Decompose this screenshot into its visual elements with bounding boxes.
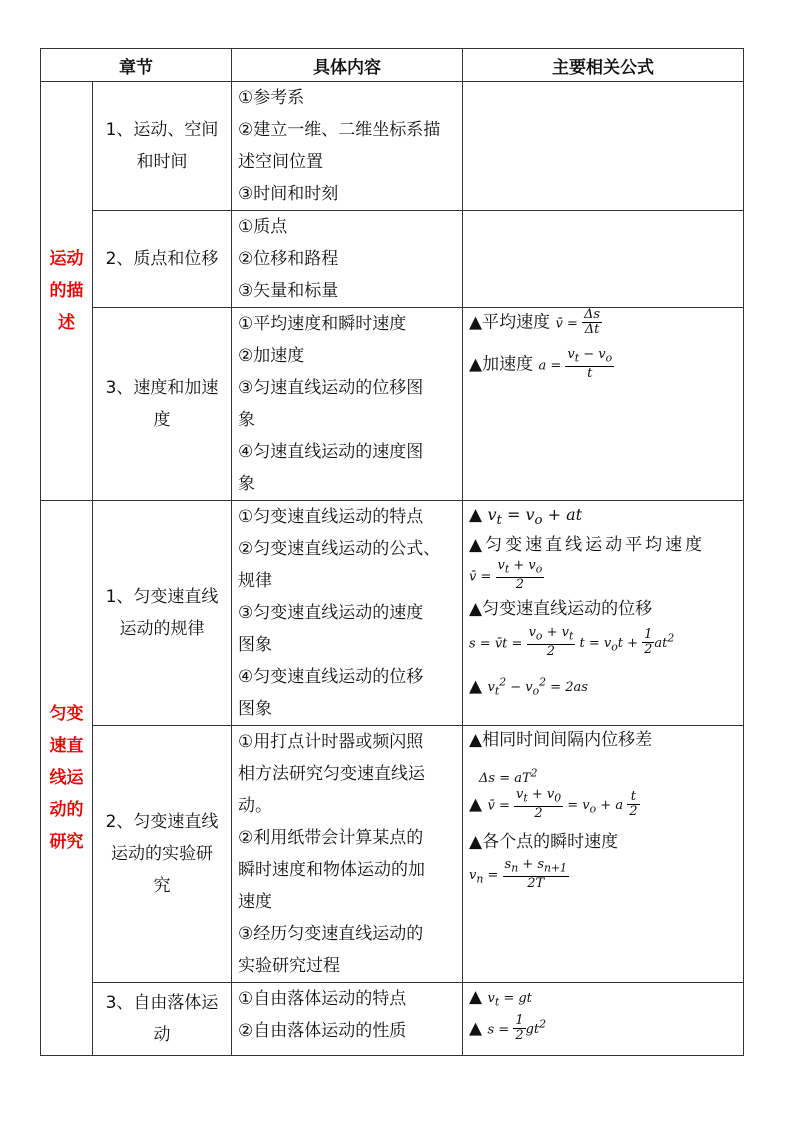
formula-average: v̄ = $\frac{v_t + v_o}{2}$ (469, 558, 543, 592)
formula-velocity-squared: ▲ $v_t^2 - v_o^2 = 2as$ (469, 676, 588, 698)
table-row (41, 983, 744, 1056)
formula-instant: $v_n$ = $\frac{s_n + s_{n+1}}{2T}$ (469, 857, 567, 891)
section-formula (463, 501, 744, 726)
formula-instant-label: ▲各个点的瞬时速度 (469, 832, 619, 852)
formula-average-label: ▲匀变速直线运动平均速度 (469, 535, 706, 555)
section-title: 3、自由落体运 动 (93, 983, 232, 1056)
section-title: 1、匀变速直线 运动的规律 (93, 501, 232, 726)
table-row (41, 308, 744, 501)
header-formula: 主要相关公式 (463, 49, 744, 82)
formula-delta-label: ▲相同时间间隔内位移差 (469, 730, 653, 750)
section-formula (463, 308, 744, 501)
header-content: 具体内容 (232, 49, 463, 82)
chapter-title: 运动 的描 述 (41, 82, 93, 501)
table-row (41, 82, 744, 211)
table-row (41, 726, 744, 983)
section-title: 2、匀变速直线 运动的实验研 究 (93, 726, 232, 983)
formula-displacement: s = v̄t = $\frac{v_o + v_t}{2}$ $t = v_ot$ + $\frac{1}{2}$ $at^2$ (469, 625, 675, 659)
formula-displacement-label: ▲匀变速直线运动的位移 (469, 599, 653, 619)
section-formula (463, 726, 744, 983)
section-content: ①参考系 ②建立一维、二维坐标系描 述空间位置 ③时间和时刻 (232, 82, 463, 211)
table-row (41, 211, 744, 308)
knowledge-table (40, 48, 744, 1056)
section-content: ①质点 ②位移和路程 ③矢量和标量 (232, 211, 463, 308)
formula-free-fall-displacement: ▲ s = $\frac{1}{2}$ $gt^2$ (469, 1012, 547, 1043)
section-title: 3、速度和加速 度 (93, 308, 232, 501)
section-formula (463, 82, 744, 211)
formula-average-velocity: ▲平均速度 v̄ = $\frac{\Delta s}{\Delta t}$ (469, 307, 601, 337)
formula-velocity: ▲ $v_t = v_o$ + at (469, 505, 583, 529)
formula-mid-velocity: ▲ v̄ = $\frac{v_t + v_0}{2}$ = $v_o + a$ $\frac{t}{2}$ (469, 787, 638, 821)
section-title: 1、运动、空间 和时间 (93, 82, 232, 211)
section-content: ①平均速度和瞬时速度 ②加速度 ③匀速直线运动的位移图 象 ④匀速直线运动的速度图 象 (232, 308, 463, 501)
section-content: ①用打点计时器或频闪照 相方法研究匀变速直线运 动。 ②利用纸带会计算某点的 瞬时速度和物体运动的加 速度 ③经历匀变速直线运动的 实验研究过程 (232, 726, 463, 983)
section-formula (463, 983, 744, 1056)
chapter-title: 匀变 速直 线运 动的 研究 (41, 501, 93, 1056)
section-title: 2、质点和位移 (93, 211, 232, 308)
header-row (41, 49, 744, 82)
section-content: ①匀变速直线运动的特点 ②匀变速直线运动的公式、 规律 ③匀变速直线运动的速度 图象 ④匀变速直线运动的位移 图象 (232, 501, 463, 726)
section-content: ①自由落体运动的特点 ②自由落体运动的性质 (232, 983, 463, 1056)
formula-delta: $\Delta s = aT^2$ (479, 767, 538, 787)
header-chapter: 章节 (41, 49, 232, 82)
section-formula (463, 211, 744, 308)
formula-free-fall-velocity: ▲ $v_t$ = gt (469, 987, 532, 1009)
table-row (41, 501, 744, 726)
formula-acceleration: ▲加速度 a = $\frac{v_t - v_o}{t}$ (469, 347, 613, 381)
